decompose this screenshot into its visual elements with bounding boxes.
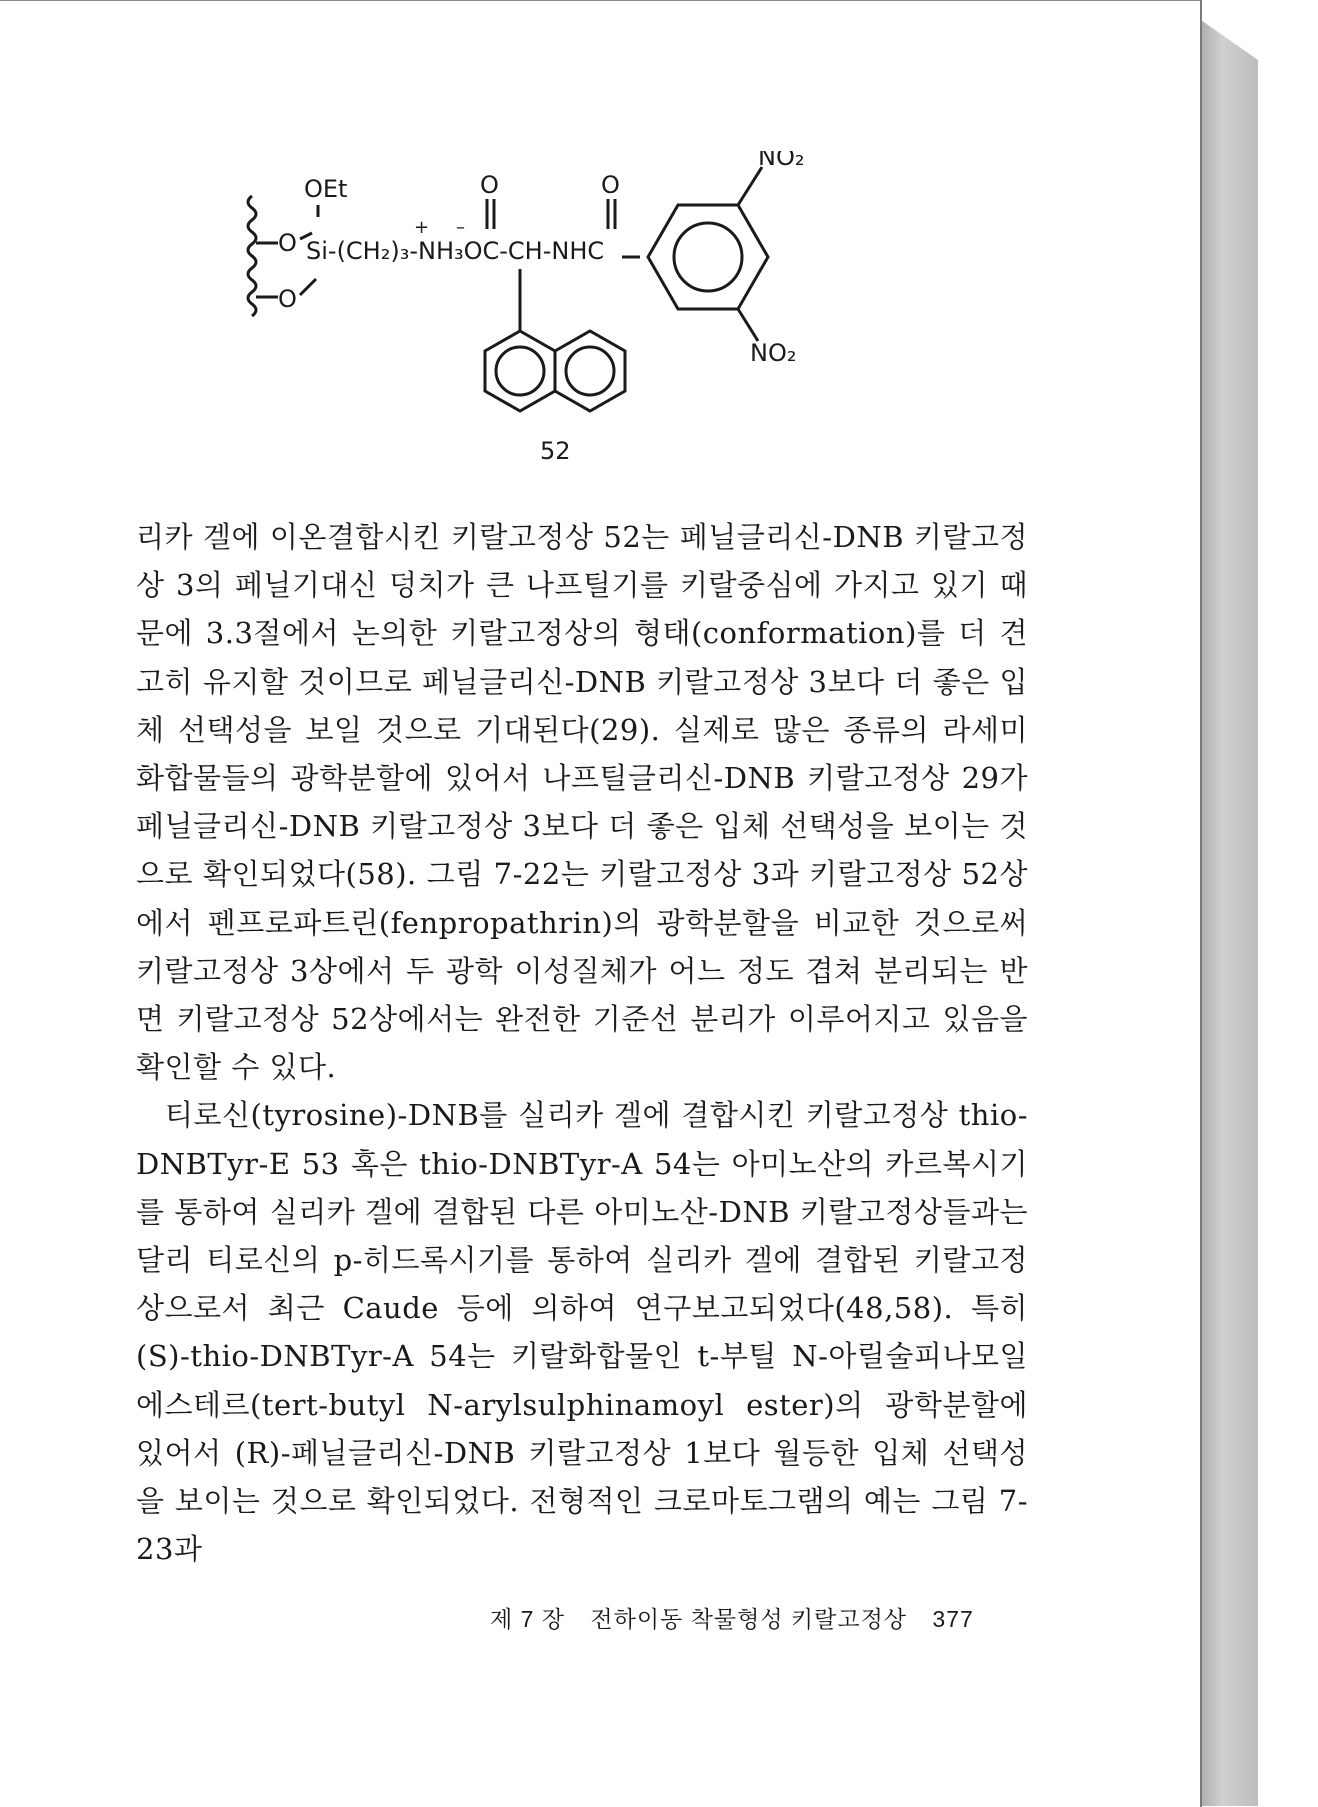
footer-title: 전하이동 착물형성 키랄고정상: [590, 1606, 908, 1632]
no2-top-label: NO₂: [758, 151, 805, 171]
o-bottom-label: O: [278, 285, 297, 313]
structure-diagram: [230, 151, 910, 481]
o-top-label: O: [278, 229, 297, 257]
book-edge: [1198, 0, 1258, 1806]
paragraph-2: 티로신(tyrosine)-DNB를 실리카 겔에 결합시킨 키랄고정상 thio-DNBTyr-E 53 혹은 thio-DNBTyr-A 54는 아미노산의 카르복시기를 통하여 실리카 겔에 결합된 다른 아미노산-DNB 키랄고정상들과는 달리 티로신의 p-히드록시기를 통하여 실리카 겔에 결합된 키랄고정상으로서 최근 Caude 등에 의하여 연구보고되었다(48,58). 특히 (S)-thio-DNBTyr-A 54는 키랄화합물인 t-부틸 N-아릴술피나모일 에스테르(tert-butyl N-arylsulphinamoyl ester)의 광학분할에 있어서 (R)-페닐글리신-DNB 키랄고정상 1보다 월등한 입체 선택성을 보이는 것으로 확인되었다. 전형적인 크로마토그램의 예는 그림 7-23과: [136, 1098, 1028, 1567]
page-number: 377: [932, 1606, 974, 1632]
benzene-ring: [648, 205, 768, 309]
chemical-structure-figure: [230, 151, 910, 481]
no2-bottom-label: NO₂: [750, 339, 797, 367]
minus-charge: –: [456, 217, 465, 238]
carbonyl-oxygen-2: O: [601, 171, 620, 199]
footer-chapter: 제 7 장: [490, 1606, 566, 1632]
body-text: [136, 513, 1028, 1573]
silica-surface: [248, 196, 256, 316]
si-chain-label: Si-(CH₂)₃-NH₃OC-CH-NHC: [306, 237, 605, 265]
carbonyl-oxygen-1: O: [480, 171, 499, 199]
paragraph-1: 리카 겔에 이온결합시킨 키랄고정상 52는 페닐글리신-DNB 키랄고정상 3의 페닐기대신 덩치가 큰 나프틸기를 키랄중심에 가지고 있기 때문에 3.3절에서 논의한 키랄고정상의 형태(conformation)를 더 견고히 유지할 것이므로 페닐글리신-DNB 키랄고정상 3보다 더 좋은 입체 선택성을 보일 것으로 기대된다(29). 실제로 많은 종류의 라세미 화합물들의 광학분할에 있어서 나프틸글리신-DNB 키랄고정상 29가 페닐글리신-DNB 키랄고정상 3보다 더 좋은 입체 선택성을 보이는 것으로 확인되었다(58). 그림 7-22는 키랄고정상 3과 키랄고정상 52상에서 펜프로파트린(fenpropathrin)의 광학분할을 비교한 것으로써 키랄고정상 3상에서 두 광학 이성질체가 어느 정도 겹쳐 분리되는 반면 키랄고정상 52상에서는 완전한 기준선 분리가 이루어지고 있음을 확인할 수 있다.: [136, 520, 1028, 1085]
page-footer: [490, 1601, 974, 1634]
oet-label: OEt: [304, 175, 348, 203]
compound-number: 52: [540, 437, 571, 465]
plus-charge: +: [414, 217, 430, 238]
